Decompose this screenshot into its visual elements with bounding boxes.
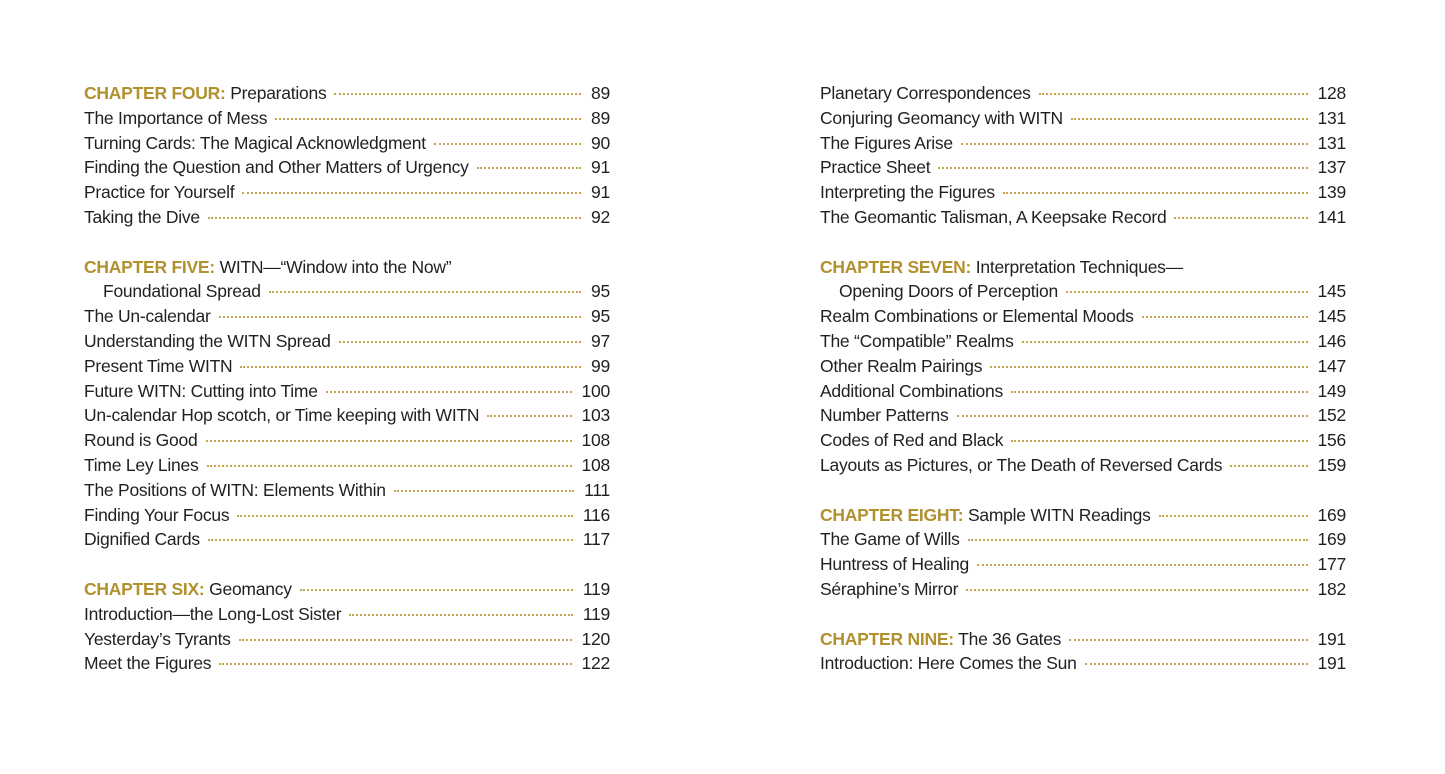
section-spacer [820,478,1346,503]
toc-entry-title: Geomancy [209,578,292,599]
toc-entry-title: Layouts as Pictures, or The Death of Reversed Cards [820,454,1223,475]
leader-dots [240,366,581,368]
leader-dots [434,143,581,145]
page-number: 108 [581,454,610,475]
section-spacer [820,230,1346,255]
toc-entry [84,503,610,528]
toc-entry [84,329,610,354]
toc-entry-title: Introduction: Here Comes the Sun [820,653,1077,674]
toc-entry-title: The Geomantic Talisman, A Keepsake Record [820,206,1167,227]
toc-entry-title: The Game of Wills [820,529,960,550]
toc-entry-title: Interpreting the Figures [820,182,995,203]
toc-entry [820,106,1346,131]
toc-entry-title-group [103,279,261,304]
page-number: 97 [591,330,610,351]
toc-entry-title-group [820,81,1031,106]
toc-entry [84,602,610,627]
page-number: 95 [591,281,610,302]
toc-entry [820,81,1346,106]
toc-chapter-entry [820,627,1346,652]
page-number: 128 [1317,83,1346,103]
page-number: 122 [581,653,610,674]
leader-dots [239,639,572,641]
page-number: 103 [581,405,610,426]
toc-entry-title-group [839,279,1058,304]
toc-entry [820,527,1346,552]
page-number: 89 [591,83,610,103]
toc-entry-title: Finding the Question and Other Matters of Urgency [84,157,469,178]
toc-entry-title: Meet the Figures [84,653,212,674]
toc-entry-title-group [820,255,1183,280]
section-spacer [84,552,610,577]
toc-entry-title: Planetary Correspondences [820,83,1031,103]
toc-entry-title-group [84,602,341,627]
page-number: 146 [1317,330,1346,351]
leader-dots [1066,291,1308,293]
toc-entry-title-group [820,329,1014,354]
leader-dots [1022,341,1308,343]
toc-entry-title-group [820,403,949,428]
toc-entry [84,627,610,652]
page-number: 159 [1317,454,1346,475]
page-number: 182 [1317,578,1346,599]
toc-entry [820,453,1346,478]
toc-entry [820,155,1346,180]
toc-entry [820,651,1346,676]
toc-entry-title-group [820,180,995,205]
toc-entry-title-group [84,503,229,528]
leader-dots [477,167,581,169]
toc-entry-title-group [84,255,451,280]
toc-entry-title: Realm Combinations or Elemental Moods [820,306,1134,327]
toc-entry-title: Practice for Yourself [84,182,235,203]
toc-entry-title-group [84,180,234,205]
leader-dots [237,515,573,517]
toc-entry [820,304,1346,329]
toc-entry [820,428,1346,453]
toc-entry [84,155,610,180]
toc-entry-title: Foundational Spread [103,281,261,302]
page-number: 111 [584,479,610,500]
toc-entry [84,527,610,552]
page-number: 117 [582,529,610,550]
toc-entry-title-group [84,453,199,478]
toc-entry-title: Dignified Cards [84,529,200,550]
toc-entry-title-group [820,379,1003,404]
toc-entry-title-group [820,304,1134,329]
page-number: 91 [591,182,610,203]
page-number: 89 [591,107,610,128]
page-number: 147 [1317,355,1346,376]
toc-entry-title: WITN—“Window into the Now” [219,256,452,277]
leader-dots [1071,118,1308,120]
toc-entry-title: The Positions of WITN: Elements Within [84,479,386,500]
leader-dots [326,391,572,393]
chapter-label: CHAPTER FIVE: [84,256,215,277]
leader-dots [275,118,581,120]
toc-entry-title: Present Time WITN [84,355,233,376]
toc-entry [820,279,1346,304]
page-number: 108 [581,430,610,451]
toc-entry-title: Opening Doors of Perception [839,281,1058,302]
toc-entry [84,651,610,676]
toc-entry-title-group [84,131,426,156]
leader-dots [1069,639,1307,641]
toc-entry-title-group [84,329,331,354]
toc-entry-title-group [84,403,479,428]
toc-entry [820,403,1346,428]
toc-entry [820,379,1346,404]
page-number: 149 [1317,380,1346,401]
toc-entry-title: The Un-calendar [84,306,211,327]
toc-entry-title: Yesterday’s Tyrants [84,628,231,649]
toc-chapter-heading [84,255,610,280]
toc-entry-title: Séraphine’s Mirror [820,578,959,599]
toc-entry-title: Huntress of Healing [820,554,969,575]
page-number: 137 [1317,157,1346,178]
toc-entry-title: Preparations [230,83,327,103]
toc-entry-title: Un-calendar Hop scotch, or Time keeping with WITN [84,405,480,426]
page-number: 99 [591,355,610,376]
toc-entry-title-group [820,651,1077,676]
toc-entry-title-group [820,354,982,379]
toc-entry [820,205,1346,230]
toc-entry [820,552,1346,577]
leader-dots [1039,93,1308,95]
leader-dots [208,539,573,541]
toc-entry-title-group [820,428,1003,453]
toc-entry-title-group [84,304,211,329]
page-number: 90 [591,132,610,153]
page-number: 145 [1317,281,1346,302]
page-number: 116 [582,504,610,525]
toc-entry-title: Finding Your Focus [84,504,230,525]
leader-dots [339,341,581,343]
toc-entry-title-group [820,205,1166,230]
toc-entry-title: The “Compatible” Realms [820,330,1014,351]
toc-entry-title-group [820,453,1222,478]
toc-entry [84,478,610,503]
toc-entry-title: Conjuring Geomancy with WITN [820,107,1063,128]
page-number: 92 [591,206,610,227]
leader-dots [990,366,1307,368]
toc-entry-title-group [84,81,326,106]
toc-entry-title: Taking the Dive [84,206,200,227]
toc-entry-title: Codes of Red and Black [820,430,1004,451]
toc-entry [84,205,610,230]
leader-dots [206,440,572,442]
toc-entry-title: The Figures Arise [820,132,953,153]
toc-entry-title: The Importance of Mess [84,107,268,128]
chapter-label: CHAPTER FOUR: [84,83,226,103]
toc-entry [84,428,610,453]
leader-dots [1142,316,1308,318]
page-number: 191 [1317,628,1346,649]
toc-entry-title: Interpretation Techniques— [975,256,1183,277]
toc-left-column [84,81,610,676]
page-number: 177 [1317,554,1346,575]
chapter-label: CHAPTER NINE: [820,628,954,649]
leader-dots [242,192,581,194]
leader-dots [219,316,581,318]
leader-dots [1174,217,1307,219]
toc-entry-title-group [820,155,930,180]
toc-entry-title: Turning Cards: The Magical Acknowledgment [84,132,426,153]
chapter-label: CHAPTER SIX: [84,578,205,599]
toc-entry-title: Additional Combinations [820,380,1003,401]
leader-dots [269,291,581,293]
toc-entry-title: The 36 Gates [958,628,1062,649]
toc-entry-title-group [820,527,960,552]
page-number: 95 [591,306,610,327]
toc-entry [84,180,610,205]
leader-dots [487,415,571,417]
toc-entry-title-group [84,379,318,404]
toc-chapter-heading [820,255,1346,280]
leader-dots [334,93,581,95]
toc-entry [84,379,610,404]
page-number: 131 [1317,132,1346,153]
page-number: 91 [591,157,610,178]
page-number: 119 [582,603,610,624]
page-number: 139 [1317,182,1346,203]
page-number: 152 [1317,405,1346,426]
leader-dots [968,539,1308,541]
toc-entry-title-group [820,552,969,577]
toc-entry-title: Understanding the WITN Spread [84,330,331,351]
page-number: 131 [1317,107,1346,128]
toc-entry-title-group [84,527,200,552]
page-number: 145 [1317,306,1346,327]
toc-entry-title-group [84,428,198,453]
leader-dots [208,217,581,219]
leader-dots [394,490,574,492]
leader-dots [938,167,1307,169]
toc-entry [84,106,610,131]
toc-entry-title: Round is Good [84,430,198,451]
toc-chapter-entry [820,503,1346,528]
leader-dots [207,465,572,467]
leader-dots [349,614,573,616]
toc-entry [820,329,1346,354]
toc-entry-title-group [84,106,267,131]
toc-chapter-entry [84,81,610,106]
leader-dots [957,415,1308,417]
toc-entry-title-group [84,627,231,652]
leader-dots [961,143,1308,145]
toc-entry-title: Number Patterns [820,405,949,426]
page-number: 119 [582,578,610,599]
section-spacer [820,602,1346,627]
toc-entry-title-group [820,131,953,156]
toc-entry-title: Future WITN: Cutting into Time [84,380,318,401]
toc-entry-title-group [84,354,232,379]
toc-entry-title-group [84,577,292,602]
toc-entry-title: Time Ley Lines [84,454,199,475]
page-number: 169 [1317,504,1346,525]
toc-entry [820,577,1346,602]
toc-entry-title: Sample WITN Readings [967,504,1151,525]
toc-right-column [820,81,1346,676]
toc-entry [84,131,610,156]
toc-entry [84,279,610,304]
leader-dots [1011,440,1307,442]
toc-entry [820,180,1346,205]
leader-dots [219,663,571,665]
toc-entry-title-group [820,106,1063,131]
page-number: 120 [581,628,610,649]
toc-entry-title: Other Realm Pairings [820,355,983,376]
chapter-label: CHAPTER SEVEN: [820,256,972,277]
toc-entry-title-group [820,577,958,602]
toc-entry-title-group [84,155,469,180]
toc-entry-title: Practice Sheet [820,157,931,178]
chapter-label: CHAPTER EIGHT: [820,504,964,525]
toc-chapter-entry [84,577,610,602]
toc-entry-title-group [84,205,200,230]
leader-dots [300,589,573,591]
toc-entry [84,354,610,379]
section-spacer [84,230,610,255]
leader-dots [1159,515,1308,517]
leader-dots [1230,465,1307,467]
toc-entry [820,354,1346,379]
toc-entry-title-group [84,651,211,676]
page-number: 191 [1317,653,1346,674]
leader-dots [977,564,1308,566]
toc-entry-title-group [84,478,386,503]
toc-entry [84,453,610,478]
leader-dots [1003,192,1308,194]
page-number: 100 [581,380,610,401]
toc-entry [820,131,1346,156]
leader-dots [1085,663,1308,665]
page-number: 169 [1317,529,1346,550]
toc-entry [84,304,610,329]
leader-dots [1011,391,1308,393]
page-number: 156 [1317,430,1346,451]
toc-entry [84,403,610,428]
toc-entry-title: Introduction—the Long-Lost Sister [84,603,342,624]
leader-dots [966,589,1307,591]
toc-entry-title-group [820,503,1151,528]
page-number: 141 [1317,206,1346,227]
toc-entry-title-group [820,627,1061,652]
